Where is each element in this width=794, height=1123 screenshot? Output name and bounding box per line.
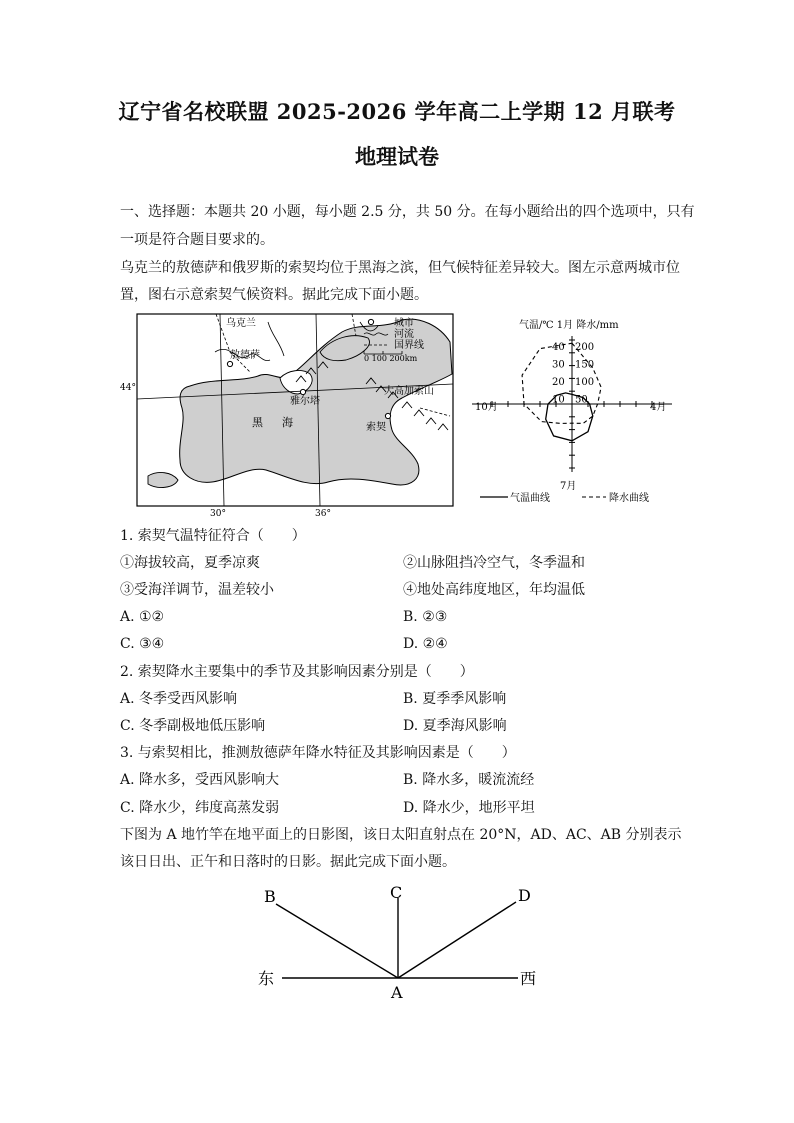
precip-tick-label: 50 [575, 394, 588, 406]
point-C: C [390, 883, 403, 902]
sochi-city-icon [385, 413, 390, 418]
q1-option-a[interactable]: A. ①② [120, 609, 165, 625]
precip-tick-label: 200 [575, 342, 595, 353]
map-label-sea1: 黑 [252, 416, 263, 429]
precip-tick-label: 150 [575, 359, 595, 371]
temp-tick-label: 30 [552, 359, 565, 371]
temp-tick-label: 10 [552, 394, 565, 406]
q1-statement-2: ②山脉阻挡冷空气，冬季温和 [403, 555, 585, 571]
passage1-line2: 置，图右示意索契气候资料。据此完成下面小题。 [120, 287, 428, 303]
q3-option-a[interactable]: A. 降水多，受西风影响大 [120, 772, 280, 788]
temp-tick-label: 20 [552, 377, 565, 388]
passage2-line1: 下图为 A 地竹竿在地平面上的日影图，该日太阳直射点在 20°N，AD、AC、AB 分别表示 [120, 827, 682, 843]
label-april: 4月 [650, 402, 667, 413]
q2-option-b[interactable]: B. 夏季季风影响 [403, 691, 507, 707]
label-july: 7月 [560, 481, 577, 492]
q3-option-b[interactable]: B. 降水多，暖流流经 [403, 772, 535, 788]
q2-option-a[interactable]: A. 冬季受西风影响 [120, 691, 238, 707]
q3-stem: 3. 与索契相比，推测敖德萨年降水特征及其影响因素是（ ） [120, 745, 516, 761]
legend-border-label: 国界线 [394, 340, 424, 351]
exam-subtitle: 地理试卷 [355, 144, 439, 169]
legend-temp-label: 气温曲线 [510, 493, 550, 504]
q1-statement-3: ③受海洋调节，温差较小 [120, 582, 274, 598]
q2-option-c[interactable]: C. 冬季副极地低压影响 [120, 718, 266, 734]
q1-stem: 1. 索契气温特征符合（ ） [120, 528, 306, 544]
q3-option-d[interactable]: D. 降水少，地形平坦 [403, 800, 535, 816]
point-D: D [518, 886, 531, 905]
legend-city-icon [368, 319, 373, 324]
sochi-climate-chart [470, 312, 680, 512]
map-label-lon30: 30° [210, 509, 226, 518]
precip-tick-label: 100 [575, 377, 595, 388]
q1-option-c[interactable]: C. ③④ [120, 636, 165, 652]
legend-city-label: 城市 [394, 318, 414, 329]
map-label-lat44: 44° [120, 383, 136, 393]
map-label-odessa: 敖德萨 [230, 350, 260, 361]
map-label-lon36: 36° [315, 509, 331, 518]
q1-option-d[interactable]: D. ②④ [403, 636, 448, 652]
black-sea-map [120, 312, 460, 518]
section-intro-line2: 一项是符合题目要求的。 [120, 232, 274, 248]
label-west: 西 [520, 969, 537, 988]
q1-statement-1: ①海拔较高，夏季凉爽 [120, 555, 260, 571]
map-label-caucasus: 大高加索山 [384, 386, 434, 397]
section-intro-line1: 一、选择题：本题共 20 小题，每小题 2.5 分，共 50 分。在每小题给出的四个选项中，只有 [120, 204, 695, 220]
legend-scale-label: 0 100 200km [364, 354, 418, 363]
label-october: 10月 [475, 402, 498, 413]
map-label-sea2: 海 [282, 416, 293, 429]
shadow-AB [276, 904, 398, 978]
passage1-line1: 乌克兰的敖德萨和俄罗斯的索契均位于黑海之滨，但气候特征差异较大。图左示意两城市位 [120, 260, 680, 276]
odessa-city-icon [227, 361, 232, 366]
point-A: A [391, 983, 403, 1002]
map-label-sochi: 索契 [366, 422, 386, 433]
exam-title: 辽宁省名校联盟 2025-2026 学年高二上学期 12 月联考 [118, 99, 676, 124]
map-label-yalta: 雅尔塔 [290, 396, 320, 407]
q2-stem: 2. 索契降水主要集中的季节及其影响因素分别是（ ） [120, 664, 474, 680]
q1-statement-4: ④地处高纬度地区，年均温低 [403, 582, 585, 598]
yalta-city-icon [300, 389, 305, 394]
q3-option-c[interactable]: C. 降水少，纬度高蒸发弱 [120, 800, 280, 816]
legend-river-label: 河流 [394, 329, 414, 340]
shadow-diagram [250, 876, 550, 1006]
shadow-AD [398, 902, 516, 978]
passage2-line2: 该日日出、正午和日落时的日影。据此完成下面小题。 [120, 854, 456, 870]
q1-option-b[interactable]: B. ②③ [403, 609, 448, 625]
label-east: 东 [258, 969, 275, 988]
point-B: B [264, 887, 276, 906]
q2-option-d[interactable]: D. 夏季海风影响 [403, 718, 507, 734]
temp-tick-label: 40 [552, 342, 565, 353]
legend-precip-label: 降水曲线 [609, 493, 649, 504]
map-label-ukraine: 乌克兰 [226, 318, 256, 329]
chart-header: 气温/℃ 1月 降水/mm [519, 320, 619, 331]
